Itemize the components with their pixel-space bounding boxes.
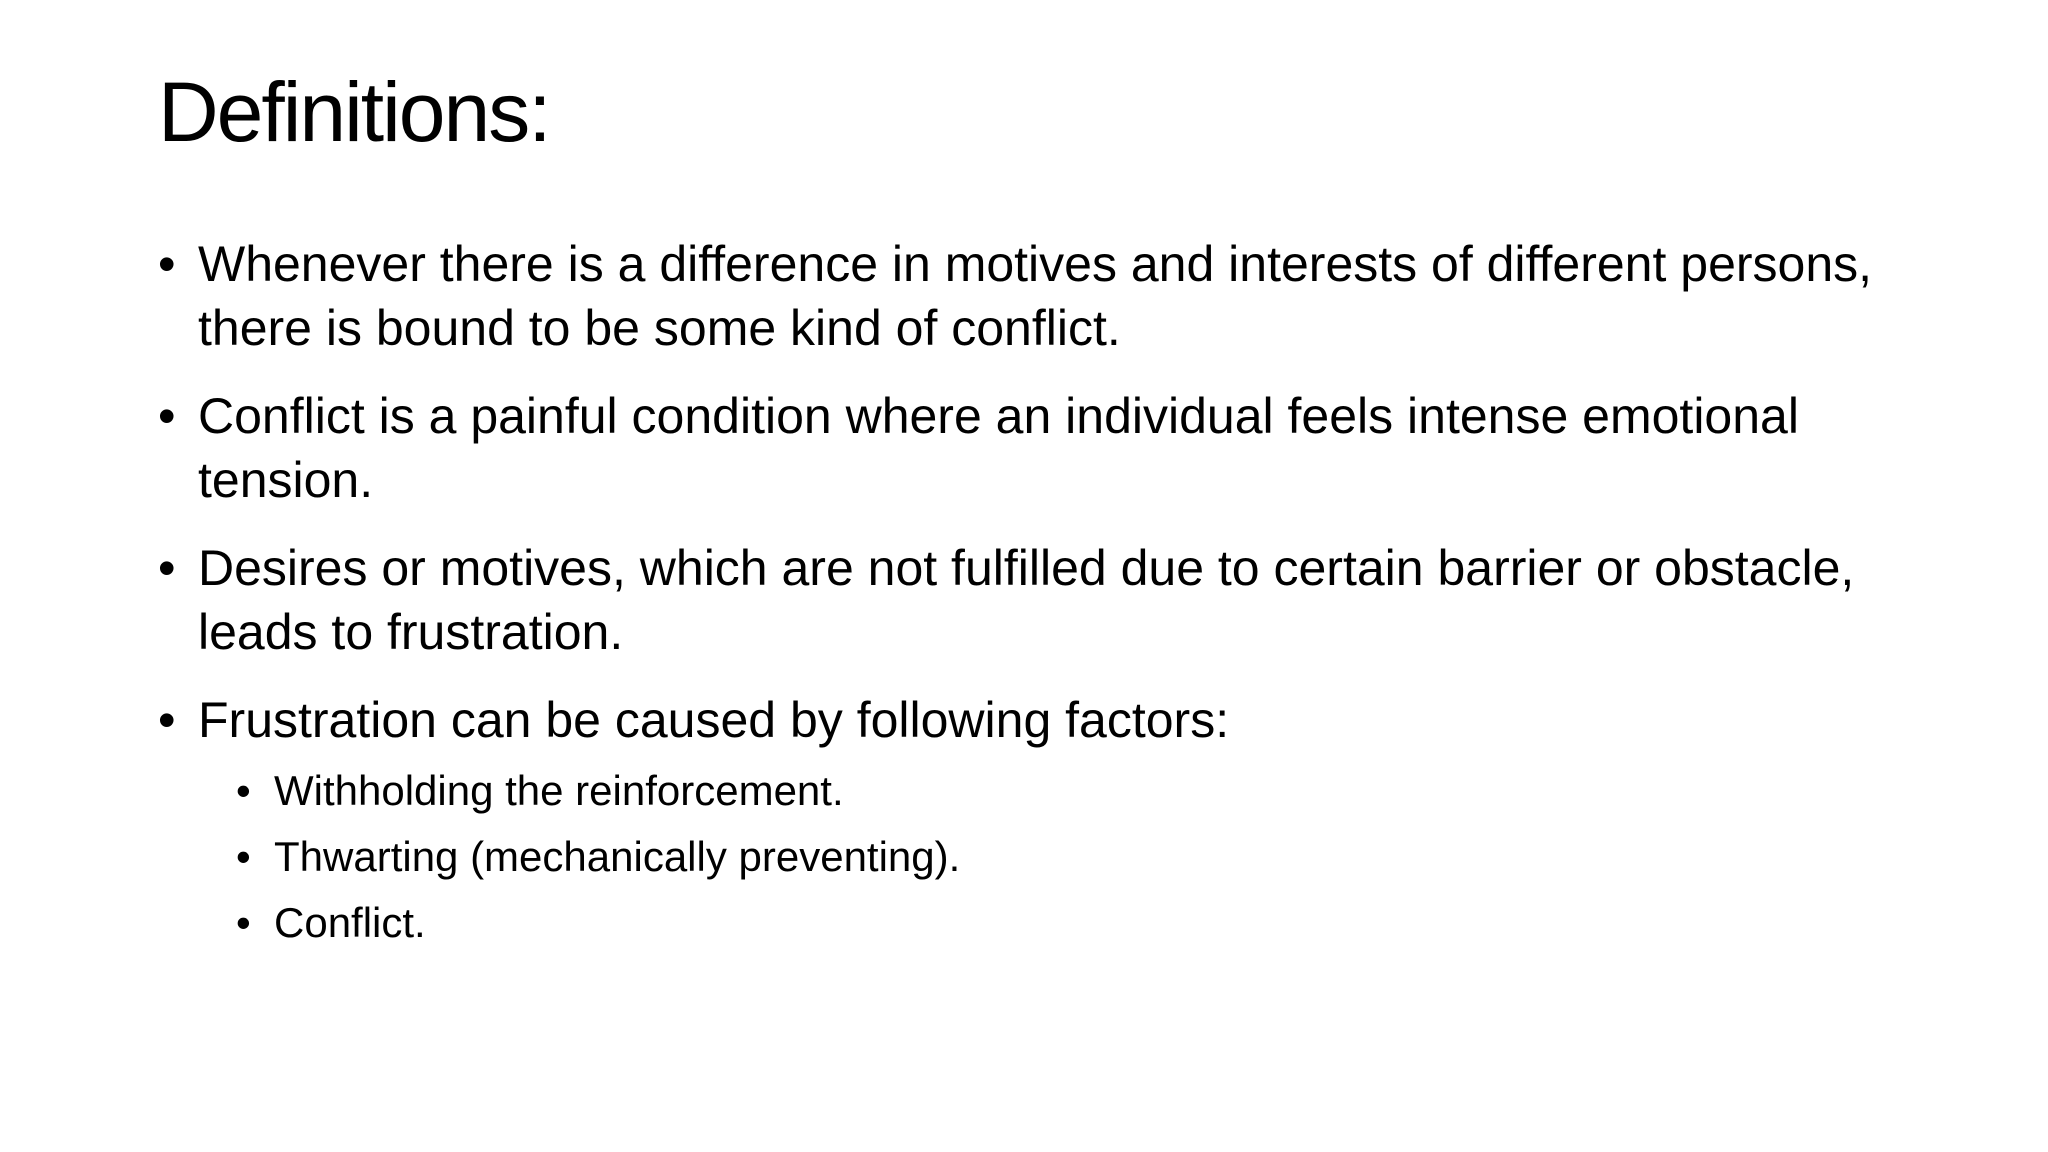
sub-bullet-text: Thwarting (mechanically preventing).	[274, 833, 961, 880]
bullet-item	[158, 536, 1898, 664]
bullet-icon: •	[158, 540, 176, 596]
sub-bullet-item	[236, 894, 1898, 952]
sub-bullet-icon: •	[236, 833, 251, 880]
sub-bullet-item	[236, 762, 1898, 820]
sub-bullet-icon: •	[236, 767, 251, 814]
bullet-text: Frustration can be caused by following factors:	[198, 692, 1230, 748]
bullet-icon: •	[158, 236, 176, 292]
bullet-text: Desires or motives, which are not fulfilled due to certain barrier or obstacle, leads to frustration.	[198, 540, 1855, 660]
slide-content	[158, 232, 1938, 976]
bullet-list	[158, 232, 1938, 952]
bullet-text: Whenever there is a difference in motives and interests of different persons, there is bound to be some kind of conflict.	[198, 236, 1873, 356]
bullet-item	[158, 384, 1898, 512]
sub-bullet-text: Conflict.	[274, 899, 426, 946]
sub-bullet-item	[236, 828, 1898, 886]
bullet-text: Conflict is a painful condition where an individual feels intense emotional tension.	[198, 388, 1799, 508]
sub-bullet-list	[198, 762, 1898, 952]
sub-bullet-text: Withholding the reinforcement.	[274, 767, 844, 814]
bullet-item	[158, 232, 1898, 360]
bullet-icon: •	[158, 692, 176, 748]
bullet-icon: •	[158, 388, 176, 444]
slide-title: Definitions:	[158, 65, 550, 159]
bullet-item	[158, 688, 1898, 952]
sub-bullet-icon: •	[236, 899, 251, 946]
